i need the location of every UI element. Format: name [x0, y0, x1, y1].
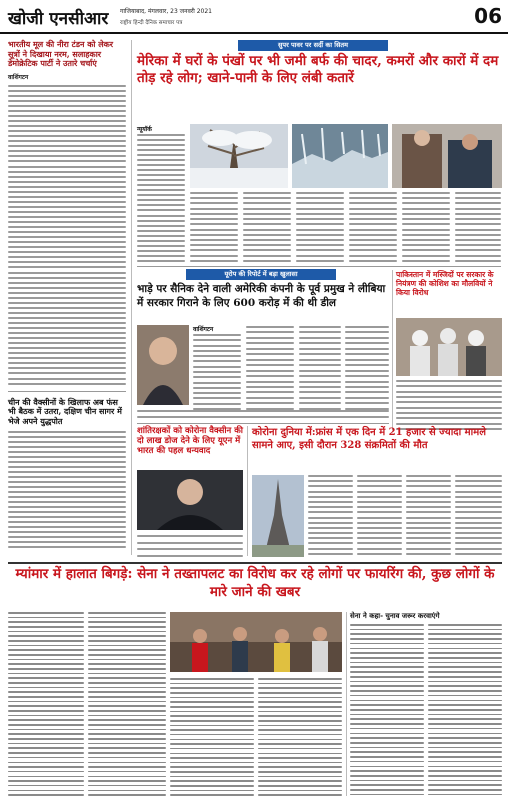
vaccine-headline: शांतिरक्षकों को कोरोना वैक्सीन की दो लाख डोज देने के लिए यूएन में भारत की पहल धन्यवाद — [137, 426, 243, 457]
masthead — [0, 0, 508, 34]
europe-body-col3 — [299, 326, 341, 410]
story2-headline: चीन की वैक्सीनों के खिलाफ अब फंस भी बैठक में उतरा, दक्षिण चीन सागर में भेजे अपने युद्धपोत — [8, 396, 122, 426]
europe-body-col4 — [345, 326, 389, 410]
france-body-col3 — [406, 475, 451, 555]
myanmar-protest-photo — [170, 612, 342, 672]
weather-headline: मेरिका में घरों के पंखों पर भी जमी बर्फ की चादर, कमरों और कारों में दम तोड़ रहे लोग; खाने-पानी के लिए लंबी कतारें — [137, 53, 499, 86]
vaccine-body-text — [137, 535, 243, 557]
europe-body-col2 — [246, 326, 294, 410]
weather-body-col2 — [243, 192, 291, 262]
weather-body-col6 — [455, 192, 501, 262]
myanmar-side-heading: सेना ने कहा- चुनाव जरूर करवाएंगे — [350, 612, 440, 620]
europe-headline: भाड़े पर सैनिक देने वाली अमेरिकी कंपनी के पूर्व प्रमुख ने लीबिया में सरकार गिराने के लिए 600 करोड़ में की थी डील — [137, 283, 386, 309]
myanmar-body-col1 — [8, 612, 84, 796]
myanmar-body-col3 — [170, 678, 254, 796]
masthead-dateline: गाजियाबाद, मंगलवार, 23 जनवरी 2021 — [120, 8, 212, 15]
myanmar-body-col2 — [88, 612, 166, 796]
weather-banner — [238, 40, 388, 51]
story1-body-text — [8, 85, 126, 385]
weather-lead-text — [137, 134, 185, 262]
story1-headline: भारतीय मूल की नीरा टंडन को लेकर सूत्रों ने दिखाया नरम, सलाहकार डेमोक्रेटिक पार्टी ने उतारे चर्चाएं — [8, 39, 114, 69]
myanmar-body-col4 — [258, 678, 342, 796]
masthead-logo: खोजी एनसीआर — [8, 9, 109, 29]
ice-photo — [292, 124, 388, 188]
europe-body-lower — [137, 410, 389, 418]
pakistan-body-text — [396, 380, 502, 430]
weather-dateline: न्यूयॉर्क — [137, 126, 152, 133]
myanmar-side-col1 — [350, 624, 424, 796]
europe-body-col1 — [193, 334, 241, 410]
mercenary-portrait-photo — [137, 325, 189, 405]
france-body-col2 — [357, 475, 402, 555]
myanmar-side-col2 — [428, 624, 502, 796]
weather-body-col4 — [349, 192, 397, 262]
france-headline: कोरोना दुनिया में:फ्रांस में एक दिन में 21 हजार से ज्यादा मामले सामने आए, इसी दौरान 328 संक्रमितों की मौत — [252, 427, 487, 451]
eiffel-tower-photo — [252, 475, 304, 557]
europe-banner — [186, 269, 336, 280]
france-body-col1 — [308, 475, 353, 555]
snow-tree-photo — [190, 124, 288, 188]
myanmar-headline: म्यांमार में हालात बिगड़े: सेना ने तख्तापलट का विरोध कर रहे लोगों पर फायरिंग की, कुछ लोगों के मारे जाने की खबर — [15, 566, 495, 600]
masthead-tagline: राष्ट्रीय हिन्दी दैनिक समाचार पत्र — [120, 20, 183, 26]
weather-body-col5 — [402, 192, 450, 262]
story2-body-text — [8, 431, 126, 549]
pakistan-headline: पाकिस्तान में मस्जिदों पर सरकार के नियंत्रण की कोशिश का मौलवियों ने किया विरोध — [396, 270, 494, 297]
clerics-photo — [396, 318, 502, 376]
europe-dateline: वाशिंगटन — [193, 326, 214, 333]
weather-body-col1 — [190, 192, 238, 262]
france-body-col4 — [455, 475, 502, 555]
guterres-photo — [137, 470, 243, 530]
weather-body-col3 — [296, 192, 344, 262]
europe-banner-text: यूरोप की रिपोर्ट में बड़ा खुलासा — [224, 270, 298, 278]
left-column — [8, 40, 126, 560]
page-number: 06 — [474, 4, 502, 28]
story1-subhead: वाशिंगटन — [8, 73, 29, 81]
people-in-cold-photo — [392, 124, 502, 188]
weather-banner-text: सुपर पावर पर सर्दी का सितम — [278, 41, 348, 49]
